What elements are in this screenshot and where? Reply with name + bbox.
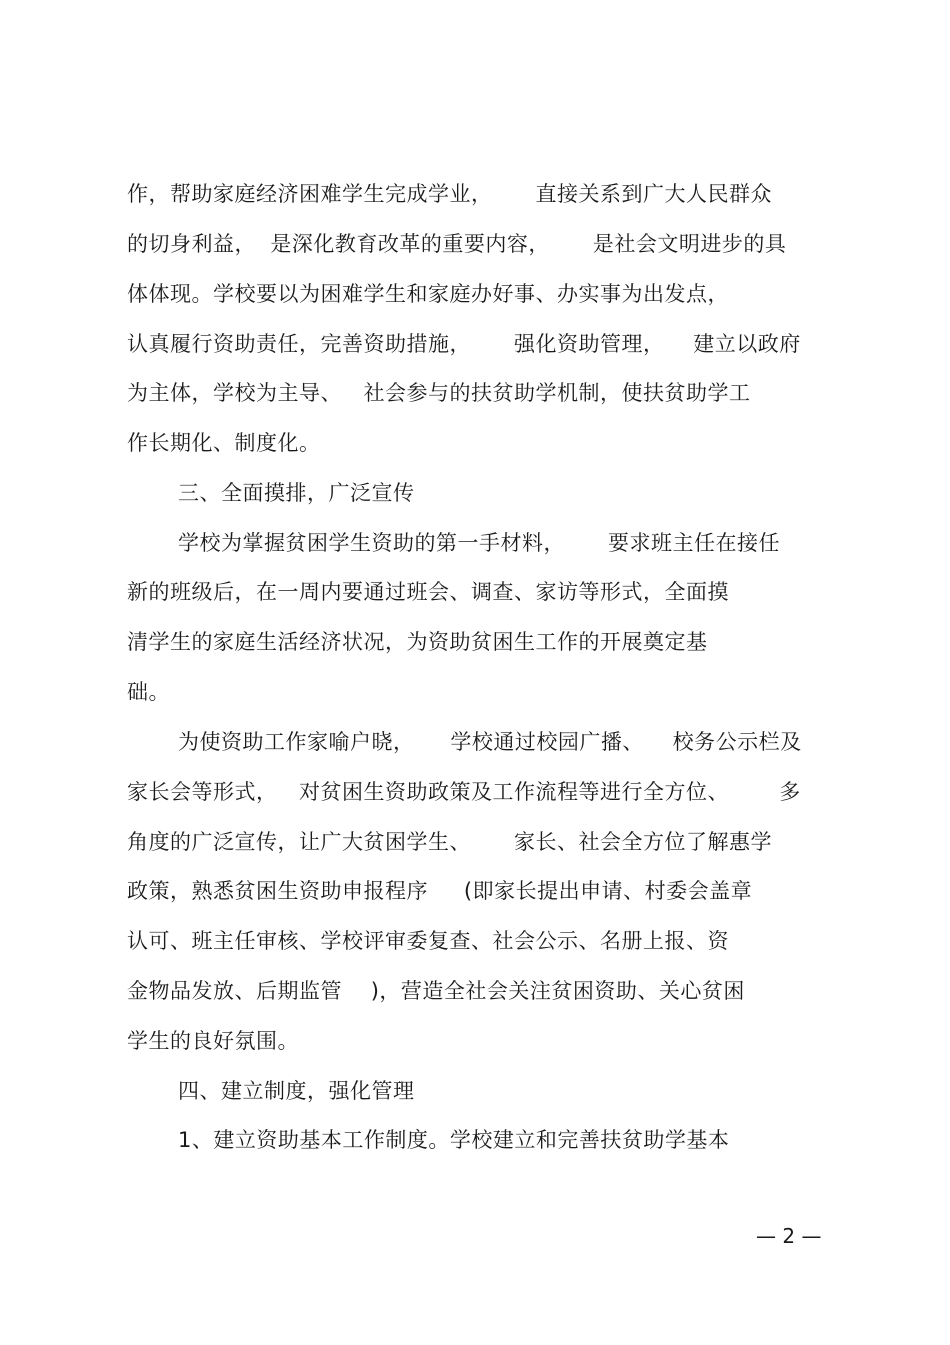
section-heading: 四、建立制度，强化管理: [178, 1079, 415, 1103]
page-number: — 2 —: [756, 1224, 822, 1248]
text-line: 1、建立资助基本工作制度。学校建立和完善扶贫助学基本: [178, 1128, 730, 1152]
text-line: 学校为掌握贫困学生资助的第一手材料， 要求班主任在接任: [178, 531, 781, 555]
text-line: 作，帮助家庭经济困难学生完成学业， 直接关系到广大人民群众: [127, 182, 773, 206]
text-line: 学生的良好氛围。: [127, 1029, 299, 1053]
text-line: 家长会等形式， 对贫困生资助政策及工作流程等进行全方位、 多: [127, 780, 801, 804]
text-line: 金物品发放、后期监管 )，营造全社会关注贫困资助、关心贫困: [127, 979, 745, 1003]
text-line: 清学生的家庭生活经济状况，为资助贫困生工作的开展奠定基: [127, 630, 708, 654]
text-line: 础。: [127, 680, 170, 704]
text-line: 认真履行资助责任，完善资助措施， 强化资助管理， 建立以政府: [127, 332, 801, 356]
text-line: 为使资助工作家喻户晓， 学校通过校园广播、 校务公示栏及: [178, 730, 802, 754]
text-line: 新的班级后，在一周内要通过班会、调查、家访等形式，全面摸: [127, 580, 729, 604]
text-line: 角度的广泛宣传，让广大贫困学生、 家长、社会全方位了解惠学: [127, 830, 773, 854]
section-heading: 三、全面摸排，广泛宣传: [178, 481, 415, 505]
text-line: 的切身利益， 是深化教育改革的重要内容， 是社会文明进步的具: [127, 232, 787, 256]
text-line: 认可、班主任审核、学校评审委复查、社会公示、名册上报、资: [127, 929, 729, 953]
text-line: 政策，熟悉贫困生资助申报程序 (即家长提出申请、村委会盖章: [127, 879, 753, 903]
text-line: 体体现。学校要以为困难学生和家庭办好事、办实事为出发点，: [127, 282, 729, 306]
text-line: 为主体，学校为主导、 社会参与的扶贫助学机制，使扶贫助学工: [127, 381, 751, 405]
text-line: 作长期化、制度化。: [127, 431, 321, 455]
